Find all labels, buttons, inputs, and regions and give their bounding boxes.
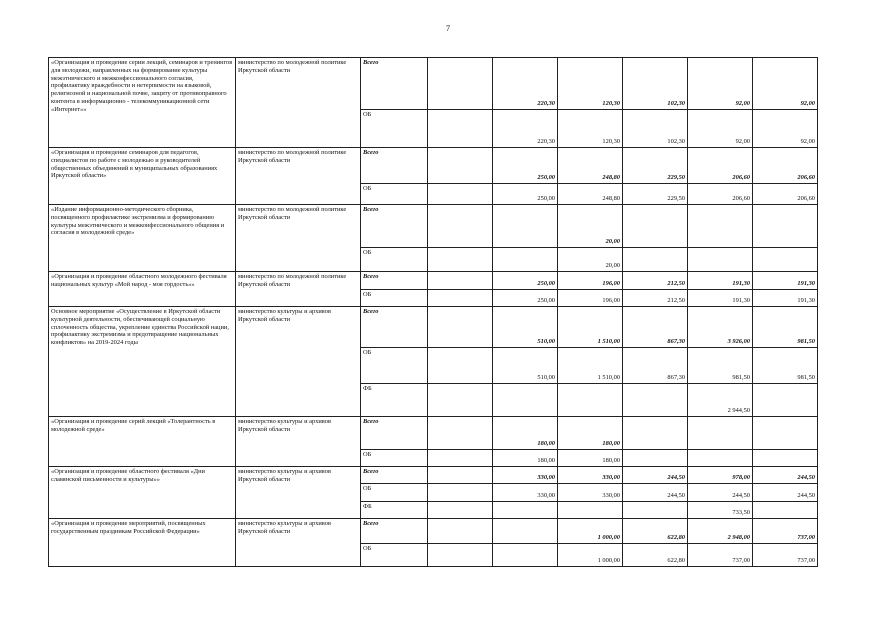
amount-cell: 867,30 xyxy=(623,307,688,348)
amount-cell: 120,30 xyxy=(558,110,623,148)
event-name-cell: «Организация и проведение семинаров для педагогов, специалистов по работе с молодежью и руководителей общественных объединений в муниципальных образованиях Иркутской области» xyxy=(49,148,236,205)
executor-cell: министерство по молодежной политике Иркутской области xyxy=(236,272,361,307)
amount-cell xyxy=(428,272,493,290)
event-name-cell: «Организация и проведение областного молодежного фестиваля национальных культур «Мой народ - моя гордость»» xyxy=(49,272,236,307)
amount-cell: 330,00 xyxy=(493,484,558,502)
amount-cell: 981,50 xyxy=(753,307,818,348)
amount-cell: 191,30 xyxy=(688,290,753,307)
amount-cell: 180,00 xyxy=(493,417,558,450)
amount-cell: 102,30 xyxy=(623,58,688,110)
funding-source-cell: ОБ xyxy=(361,544,428,567)
amount-cell xyxy=(428,248,493,272)
amount-cell: 867,30 xyxy=(623,348,688,384)
amount-cell xyxy=(428,348,493,384)
amount-cell: 1 000,00 xyxy=(558,519,623,544)
amount-cell: 981,50 xyxy=(753,348,818,384)
funding-source-cell: Всего xyxy=(361,307,428,348)
amount-cell: 191,30 xyxy=(753,290,818,307)
amount-cell: 92,00 xyxy=(688,110,753,148)
table-row xyxy=(49,272,818,290)
event-name-cell: «Издание информационно-методического сборника, посвященного профилактике экстремизма и формированию культуры межэтнического и межконфессионального общения и согласия в молодежной среде» xyxy=(49,205,236,272)
amount-cell: 212,50 xyxy=(623,290,688,307)
amount-cell: 250,00 xyxy=(493,272,558,290)
amount-cell: 250,00 xyxy=(493,148,558,184)
amount-cell xyxy=(688,248,753,272)
event-name-cell: «Организация и проведение серий лекций «Толерантность в молодежной среде» xyxy=(49,417,236,467)
amount-cell: 622,80 xyxy=(623,544,688,567)
amount-cell xyxy=(753,384,818,417)
amount-cell: 20,00 xyxy=(558,248,623,272)
amount-cell: 737,00 xyxy=(753,519,818,544)
amount-cell xyxy=(623,417,688,450)
amount-cell xyxy=(558,502,623,519)
amount-cell: 196,00 xyxy=(558,272,623,290)
amount-cell: 191,30 xyxy=(753,272,818,290)
amount-cell xyxy=(753,248,818,272)
funding-source-cell: ОБ xyxy=(361,110,428,148)
amount-cell: 1 000,00 xyxy=(558,544,623,567)
amount-cell: 180,00 xyxy=(558,417,623,450)
page-number: 7 xyxy=(446,24,450,33)
amount-cell: 206,60 xyxy=(753,148,818,184)
amount-cell xyxy=(753,205,818,248)
amount-cell: 244,50 xyxy=(623,484,688,502)
funding-source-cell: Всего xyxy=(361,148,428,184)
amount-cell: 212,50 xyxy=(623,272,688,290)
amount-cell: 622,80 xyxy=(623,519,688,544)
amount-cell: 330,00 xyxy=(558,467,623,484)
amount-cell: 978,00 xyxy=(688,467,753,484)
table-row xyxy=(49,519,818,544)
amount-cell xyxy=(623,450,688,467)
amount-cell xyxy=(493,519,558,544)
amount-cell: 981,50 xyxy=(688,348,753,384)
amount-cell: 330,00 xyxy=(493,467,558,484)
executor-cell: министерство по молодежной политике Иркутской области xyxy=(236,205,361,272)
amount-cell: 1 510,00 xyxy=(558,348,623,384)
amount-cell xyxy=(558,384,623,417)
funding-source-cell: Всего xyxy=(361,58,428,110)
funding-source-cell: Всего xyxy=(361,417,428,450)
amount-cell xyxy=(493,248,558,272)
funding-source-cell: ОБ xyxy=(361,290,428,307)
amount-cell xyxy=(493,502,558,519)
funding-source-cell: ОБ xyxy=(361,248,428,272)
amount-cell xyxy=(428,184,493,205)
executor-cell: министерство культуры и архивов Иркутской области xyxy=(236,417,361,467)
amount-cell xyxy=(428,519,493,544)
amount-cell: 250,00 xyxy=(493,290,558,307)
amount-cell xyxy=(688,450,753,467)
table-row xyxy=(49,307,818,348)
amount-cell: 206,60 xyxy=(688,148,753,184)
amount-cell: 1 510,00 xyxy=(558,307,623,348)
amount-cell xyxy=(428,484,493,502)
funding-source-cell: Всего xyxy=(361,205,428,248)
amount-cell: 220,30 xyxy=(493,110,558,148)
amount-cell xyxy=(753,450,818,467)
amount-cell: 2 948,00 xyxy=(688,519,753,544)
amount-cell: 737,00 xyxy=(688,544,753,567)
funding-source-cell: ФБ xyxy=(361,502,428,519)
amount-cell xyxy=(623,205,688,248)
amount-cell xyxy=(428,502,493,519)
amount-cell xyxy=(428,205,493,248)
amount-cell xyxy=(688,417,753,450)
amount-cell xyxy=(428,384,493,417)
amount-cell: 244,50 xyxy=(623,467,688,484)
amount-cell: 2 944,50 xyxy=(688,384,753,417)
funding-source-cell: ОБ xyxy=(361,348,428,384)
amount-cell xyxy=(428,307,493,348)
table-row xyxy=(49,205,818,248)
amount-cell: 244,50 xyxy=(753,467,818,484)
funding-source-cell: Всего xyxy=(361,467,428,484)
amount-cell xyxy=(493,544,558,567)
amount-cell xyxy=(493,384,558,417)
funding-source-cell: ОБ xyxy=(361,184,428,205)
amount-cell xyxy=(428,58,493,110)
executor-cell: министерство культуры и архивов Иркутской области xyxy=(236,467,361,519)
funding-source-cell: ОБ xyxy=(361,484,428,502)
amount-cell: 92,00 xyxy=(753,110,818,148)
amount-cell: 206,60 xyxy=(753,184,818,205)
executor-cell: министерство культуры и архивов Иркутской области xyxy=(236,307,361,417)
amount-cell: 3 926,00 xyxy=(688,307,753,348)
table-row xyxy=(49,417,818,450)
amount-cell: 180,00 xyxy=(558,450,623,467)
amount-cell xyxy=(688,205,753,248)
amount-cell: 229,50 xyxy=(623,184,688,205)
amount-cell xyxy=(623,502,688,519)
amount-cell: 120,30 xyxy=(558,58,623,110)
amount-cell: 206,60 xyxy=(688,184,753,205)
amount-cell: 20,00 xyxy=(558,205,623,248)
table-row xyxy=(49,148,818,184)
amount-cell: 92,00 xyxy=(753,58,818,110)
budget-table xyxy=(48,57,818,567)
executor-cell: министерство по молодежной политике Иркутской области xyxy=(236,58,361,148)
executor-cell: министерство культуры и архивов Иркутской области xyxy=(236,519,361,567)
event-name-cell: «Организация и проведение мероприятий, посвященных государственным праздникам Российской Федерации» xyxy=(49,519,236,567)
amount-cell: 250,00 xyxy=(493,184,558,205)
funding-source-cell: ФБ xyxy=(361,384,428,417)
amount-cell: 733,50 xyxy=(688,502,753,519)
amount-cell: 248,80 xyxy=(558,148,623,184)
amount-cell: 180,00 xyxy=(493,450,558,467)
event-name-cell: «Организация и проведение областного фестиваля «Дни славянской письменности и культуры»» xyxy=(49,467,236,519)
amount-cell: 510,00 xyxy=(493,348,558,384)
amount-cell xyxy=(753,502,818,519)
amount-cell xyxy=(428,110,493,148)
funding-source-cell: Всего xyxy=(361,272,428,290)
amount-cell xyxy=(428,467,493,484)
amount-cell: 244,50 xyxy=(688,484,753,502)
amount-cell: 244,50 xyxy=(753,484,818,502)
amount-cell: 191,30 xyxy=(688,272,753,290)
funding-source-cell: Всего xyxy=(361,519,428,544)
table-row xyxy=(49,58,818,110)
amount-cell: 510,00 xyxy=(493,307,558,348)
amount-cell: 92,00 xyxy=(688,58,753,110)
amount-cell: 220,30 xyxy=(493,58,558,110)
executor-cell: министерство по молодежной политике Иркутской области xyxy=(236,148,361,205)
amount-cell: 196,00 xyxy=(558,290,623,307)
table-row xyxy=(49,467,818,484)
amount-cell: 737,00 xyxy=(753,544,818,567)
amount-cell xyxy=(428,290,493,307)
funding-source-cell: ОБ xyxy=(361,450,428,467)
amount-cell xyxy=(493,205,558,248)
amount-cell: 330,00 xyxy=(558,484,623,502)
amount-cell xyxy=(428,148,493,184)
event-name-cell: Основное мероприятие «Осуществление в Иркутской области культурной деятельности, обеспечивающей социальную сплоченность общества, укрепление единства Российской нации, профилактику экстремизма и предотвращение национальных конфликтов» на 2019-2024 годы xyxy=(49,307,236,417)
amount-cell xyxy=(428,544,493,567)
event-name-cell: «Организация и проведение серии лекций, семинаров и тренингов для молодежи, направленных на формирование культуры межэтнического и межконфессионального согласия, профилактику враждебности и нетерпимости на языковой, религиозной и национальной почве, защиту от противоправного контента в информационно - телекоммуникационной сети «Интернет»» xyxy=(49,58,236,148)
amount-cell xyxy=(428,417,493,450)
amount-cell xyxy=(623,384,688,417)
amount-cell xyxy=(623,248,688,272)
amount-cell: 248,80 xyxy=(558,184,623,205)
amount-cell: 102,30 xyxy=(623,110,688,148)
amount-cell xyxy=(428,450,493,467)
amount-cell xyxy=(753,417,818,450)
amount-cell: 229,50 xyxy=(623,148,688,184)
